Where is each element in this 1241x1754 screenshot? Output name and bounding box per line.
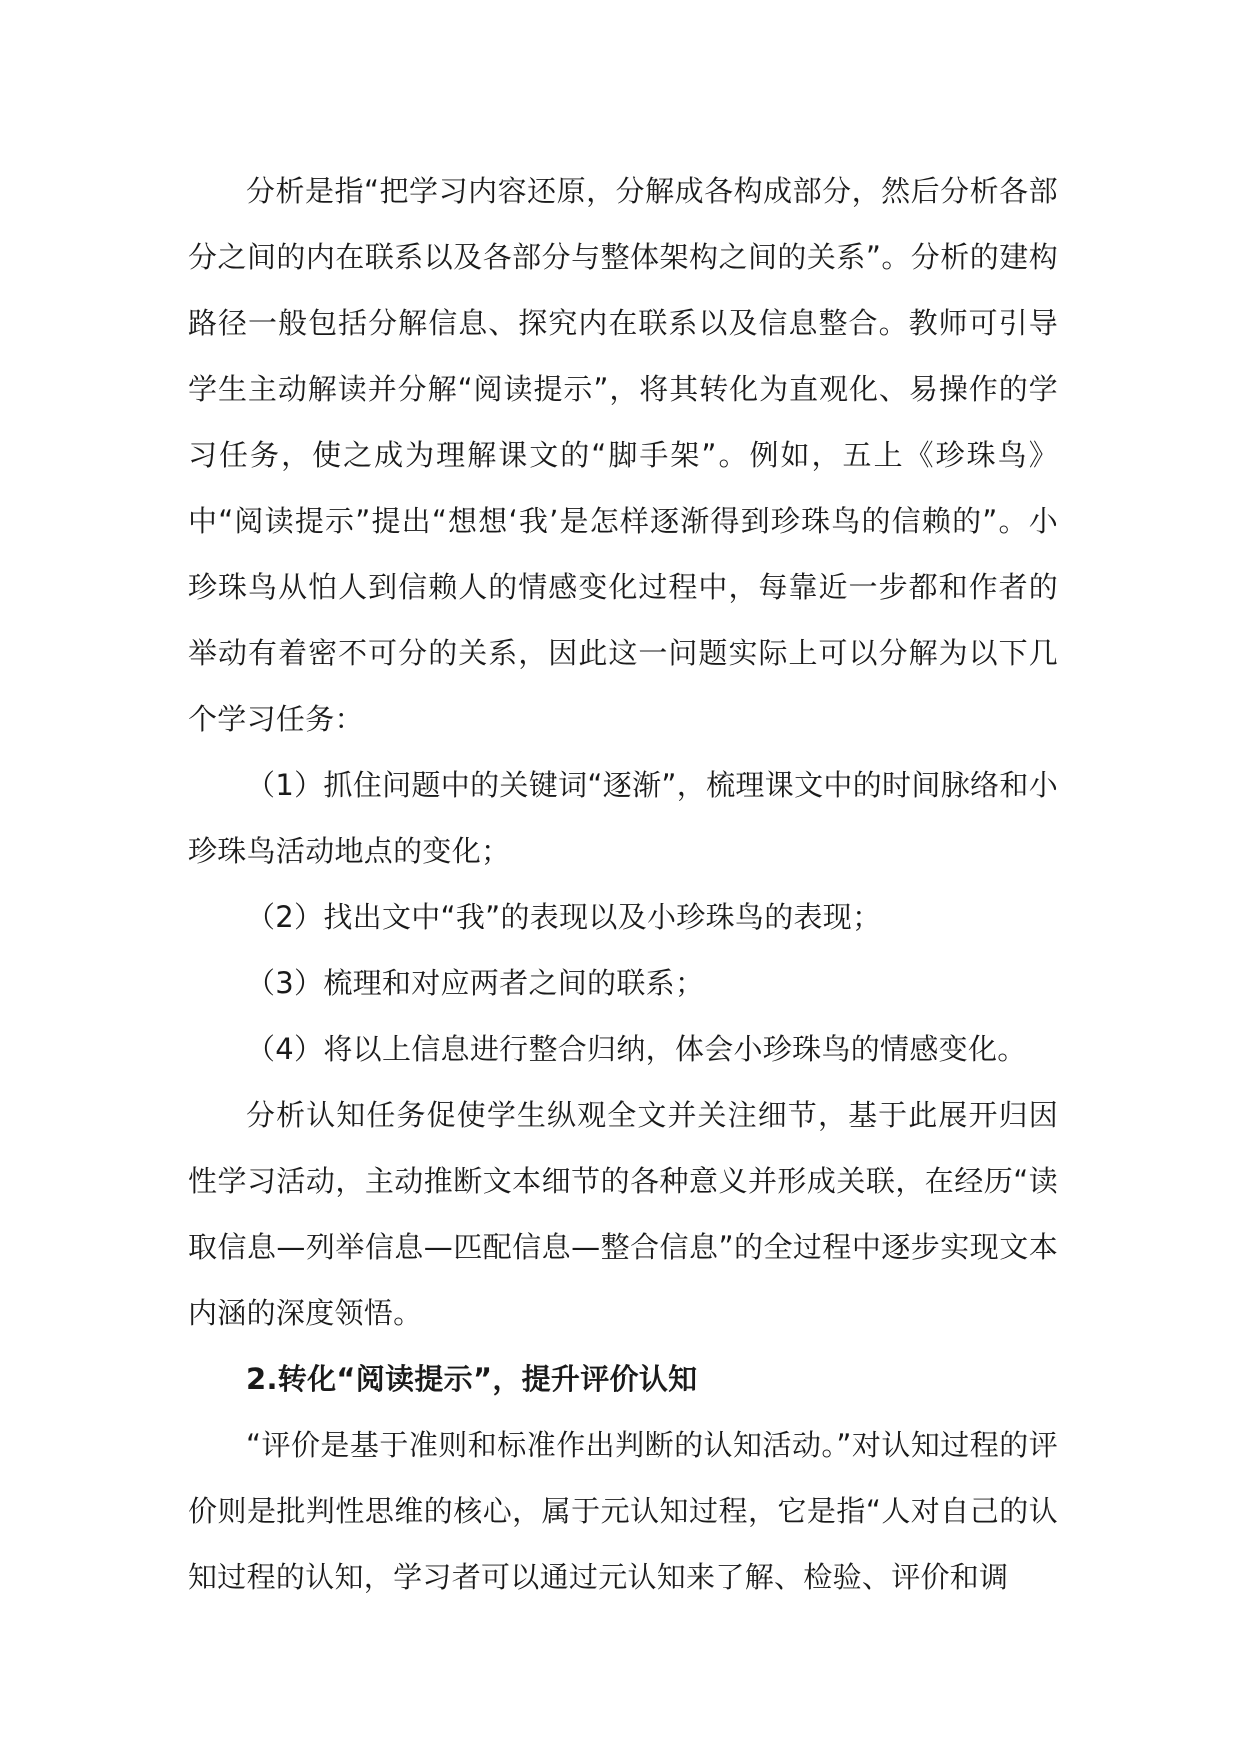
paragraph-analysis-intro: 分析是指“把学习内容还原，分解成各构成部分，然后分析各部分之间的内在联系以及各部分与整体架构之间的关系”。分析的建构路径一般包括分解信息、探究内在联系以及信息整合。教师可引导学生主动解读并分解“阅读提示”，将其转化为直观化、易操作的学习任务，使之成为理解课文的“脚手架”。例如，五上《珍珠鸟》中“阅读提示”提出“想想‘我’是怎样逐渐得到珍珠鸟的信赖的”。小珍珠鸟从怕人到信赖人的情感变化过程中，每靠近一步都和作者的举动有着密不可分的关系，因此这一问题实际上可以分解为以下几个学习任务： (188, 174, 1058, 736)
section-heading: 2.转化“阅读提示”，提升评价认知 (246, 1362, 698, 1396)
paragraph-evaluation: “评价是基于准则和标准作出判断的认知活动。”对认知过程的评价则是批判性思维的核心，属于元认知过程，它是指“人对自己的认知过程的认知，学习者可以通过元认知来了解、检验、评价和调 (188, 1428, 1058, 1594)
task-item-4: （4）将以上信息进行整合归纳，体会小珍珠鸟的情感变化。 (246, 1032, 1027, 1066)
task-item-3: （3）梳理和对应两者之间的联系； (246, 966, 705, 1000)
document-body (188, 158, 1058, 1610)
task-item-1: （1）抓住问题中的关键词“逐渐”，梳理课文中的时间脉络和小珍珠鸟活动地点的变化； (188, 768, 1058, 868)
paragraph-analysis-summary: 分析认知任务促使学生纵观全文并关注细节，基于此展开归因性学习活动，主动推断文本细节的各种意义并形成关联，在经历“读取信息—列举信息—匹配信息—整合信息”的全过程中逐步实现文本内涵的深度领悟。 (188, 1098, 1058, 1330)
task-item-2: （2）找出文中“我”的表现以及小珍珠鸟的表现； (246, 900, 882, 934)
